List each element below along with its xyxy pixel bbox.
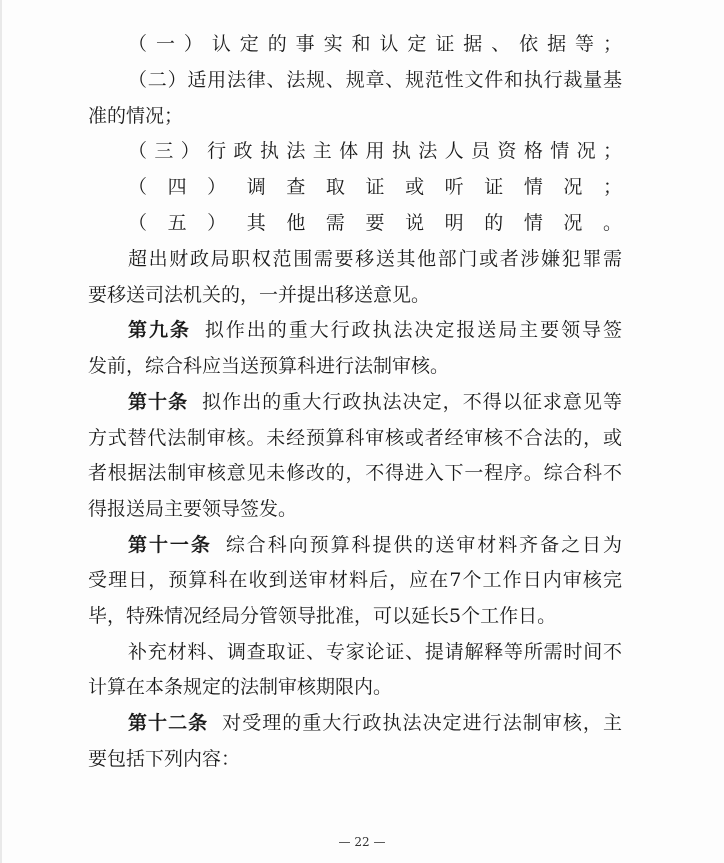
article-11-line-1: 第十一条 综合科向预算科提供的送审材料齐备之日为 bbox=[128, 534, 622, 556]
supplement-para-line-2: 计算在本条规定的法制审核期限内。 bbox=[88, 676, 393, 698]
item-4: （四）调查取证或听证情况； bbox=[128, 176, 622, 198]
item-2-line-1: （二）适用法律、法规、规章、规范性文件和执行裁量基 bbox=[128, 69, 622, 91]
article-11-line-2: 受理日，预算科在收到送审材料后，应在7个工作日内审核完 bbox=[88, 569, 622, 591]
transfer-para-line-1: 超出财政局职权范围需要移送其他部门或者涉嫌犯罪需 bbox=[128, 248, 622, 270]
scan-edge bbox=[0, 0, 2, 863]
article-12-line-1: 第十二条 对受理的重大行政执法决定进行法制审核，主 bbox=[128, 712, 622, 734]
article-12-heading: 第十二条 bbox=[128, 712, 209, 734]
item-5: （五）其他需要说明的情况。 bbox=[128, 212, 622, 234]
article-9-line-2: 发前，综合科应当送预算科进行法制审核。 bbox=[88, 355, 450, 377]
article-11-line-3: 毕，特殊情况经局分管领导批准，可以延长5个工作日。 bbox=[88, 605, 557, 627]
transfer-para-line-2: 要移送司法机关的，一并提出移送意见。 bbox=[88, 284, 431, 306]
article-10-heading: 第十条 bbox=[128, 391, 189, 413]
article-10-line-1: 第十条 拟作出的重大行政执法决定，不得以征求意见等 bbox=[128, 391, 622, 413]
article-12-line-2: 要包括下列内容： bbox=[88, 748, 241, 770]
article-10-line-4: 得报送局主要领导签发。 bbox=[88, 498, 298, 520]
article-11-heading: 第十一条 bbox=[128, 534, 212, 556]
item-2-line-2: 准的情况； bbox=[88, 105, 184, 127]
article-9-line-1: 第九条 拟作出的重大行政执法决定报送局主要领导签 bbox=[128, 319, 622, 341]
page-number: — 22 — bbox=[338, 835, 386, 849]
article-10-line-3: 者根据法制审核意见未修改的，不得进入下一程序。综合科不 bbox=[88, 462, 622, 484]
article-9-heading: 第九条 bbox=[128, 319, 191, 341]
supplement-para-line-1: 补充材料、调查取证、专家论证、提请解释等所需时间不 bbox=[128, 641, 622, 663]
article-10-line-2: 方式替代法制审核。未经预算科审核或者经审核不合法的，或 bbox=[88, 427, 622, 449]
item-1: （一）认定的事实和认定证据、依据等； bbox=[128, 33, 622, 55]
item-3: （三）行政执法主体用执法人员资格情况； bbox=[128, 140, 622, 162]
